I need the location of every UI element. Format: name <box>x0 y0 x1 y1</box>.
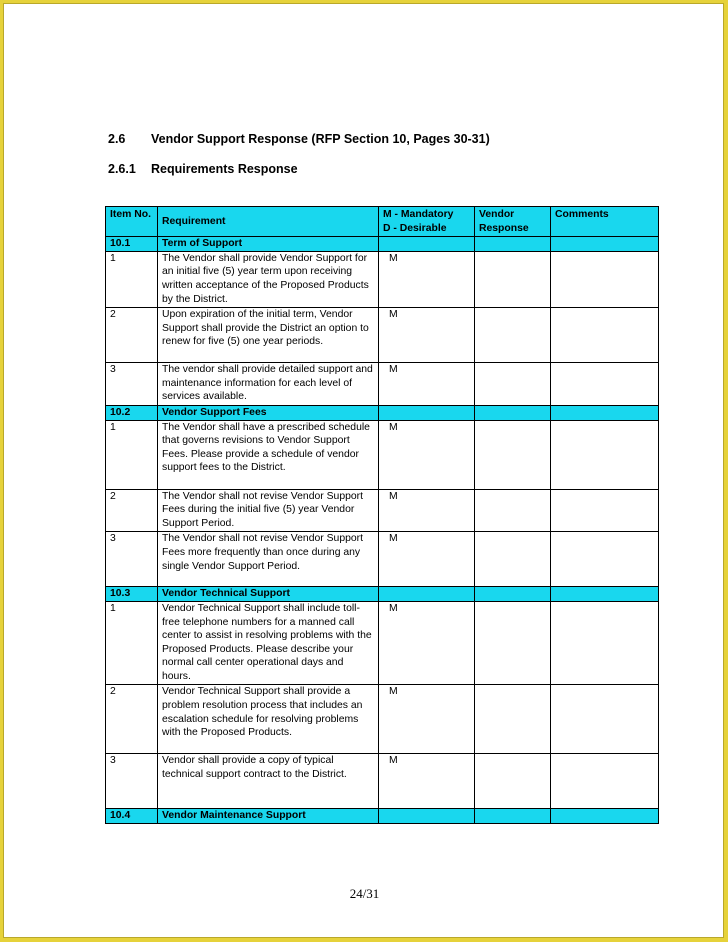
requirement-text: The Vendor shall not revise Vendor Support Fees more frequently than once during any single Vendor Support Period. <box>158 532 379 587</box>
section-empty-md <box>379 405 475 420</box>
table-row <box>106 363 659 406</box>
mandatory-desirable: M <box>379 685 475 754</box>
item-number: 3 <box>106 363 158 406</box>
comments-cell[interactable] <box>551 420 659 489</box>
item-number: 1 <box>106 601 158 685</box>
item-number: 2 <box>106 308 158 363</box>
comments-cell[interactable] <box>551 251 659 307</box>
subsection-title: Requirements Response <box>151 162 298 176</box>
mandatory-desirable: M <box>379 420 475 489</box>
comments-cell[interactable] <box>551 754 659 809</box>
table-header-row <box>106 207 659 237</box>
section-number: 10.2 <box>106 405 158 420</box>
vendor-response-cell[interactable] <box>475 308 551 363</box>
vendor-response-cell[interactable] <box>475 532 551 587</box>
table-row <box>106 685 659 754</box>
requirement-text: The vendor shall provide detailed support and maintenance information for each level of services available. <box>158 363 379 406</box>
header-item-no: Item No. <box>106 207 158 237</box>
comments-cell[interactable] <box>551 601 659 685</box>
item-number: 3 <box>106 754 158 809</box>
header-requirement: Requirement <box>158 207 379 237</box>
section-empty-comments <box>551 405 659 420</box>
table-row <box>106 754 659 809</box>
requirement-text: The Vendor shall not revise Vendor Support Fees during the initial five (5) year Vendor Support Period. <box>158 489 379 532</box>
section-empty-md <box>379 809 475 824</box>
table-row <box>106 601 659 685</box>
section-title: Vendor Support Fees <box>158 405 379 420</box>
mandatory-desirable: M <box>379 363 475 406</box>
mandatory-desirable: M <box>379 754 475 809</box>
item-number: 3 <box>106 532 158 587</box>
document-page <box>3 3 724 938</box>
item-number: 1 <box>106 420 158 489</box>
item-number: 1 <box>106 251 158 307</box>
vendor-response-cell[interactable] <box>475 363 551 406</box>
section-number: 10.3 <box>106 587 158 602</box>
mandatory-desirable: M <box>379 308 475 363</box>
section-title: Vendor Maintenance Support <box>158 809 379 824</box>
item-number: 2 <box>106 685 158 754</box>
vendor-response-cell[interactable] <box>475 754 551 809</box>
requirement-text: Vendor Technical Support shall include toll-free telephone numbers for a manned call center to assist in resolving problems with the Proposed Products. Please describe your normal call center operational days and hours. <box>158 601 379 685</box>
section-empty-response <box>475 405 551 420</box>
header-mandatory: M - Mandatory <box>383 209 454 220</box>
requirements-table <box>105 206 659 824</box>
header-vendor-response: Vendor Response <box>475 207 551 237</box>
section-empty-response <box>475 809 551 824</box>
section-title: Term of Support <box>158 237 379 252</box>
section-number: 2.6 <box>108 132 126 146</box>
vendor-response-cell[interactable] <box>475 489 551 532</box>
table-row <box>106 489 659 532</box>
comments-cell[interactable] <box>551 685 659 754</box>
comments-cell[interactable] <box>551 363 659 406</box>
section-number: 10.4 <box>106 809 158 824</box>
section-empty-comments <box>551 809 659 824</box>
mandatory-desirable: M <box>379 489 475 532</box>
header-comments: Comments <box>551 207 659 237</box>
section-empty-comments <box>551 237 659 252</box>
section-row <box>106 405 659 420</box>
comments-cell[interactable] <box>551 532 659 587</box>
section-row <box>106 237 659 252</box>
comments-cell[interactable] <box>551 308 659 363</box>
mandatory-desirable: M <box>379 601 475 685</box>
table-row <box>106 308 659 363</box>
requirement-text: The Vendor shall provide Vendor Support for an initial five (5) year term upon receiving written acceptance of the Proposed Products by the District. <box>158 251 379 307</box>
section-empty-response <box>475 237 551 252</box>
section-row <box>106 809 659 824</box>
section-empty-response <box>475 587 551 602</box>
page-number: 24/31 <box>349 886 380 901</box>
table-row <box>106 420 659 489</box>
requirement-text: Upon expiration of the initial term, Vendor Support shall provide the District an option to renew for five (5) one year periods. <box>158 308 379 363</box>
section-row <box>106 587 659 602</box>
section-title: Vendor Support Response (RFP Section 10, Pages 30-31) <box>151 132 490 146</box>
section-empty-md <box>379 587 475 602</box>
vendor-response-cell[interactable] <box>475 685 551 754</box>
vendor-response-cell[interactable] <box>475 251 551 307</box>
requirement-text: Vendor shall provide a copy of typical technical support contract to the District. <box>158 754 379 809</box>
header-mandatory-desirable <box>379 207 475 237</box>
section-title: Vendor Technical Support <box>158 587 379 602</box>
subsection-heading <box>108 162 298 176</box>
comments-cell[interactable] <box>551 489 659 532</box>
requirement-text: The Vendor shall have a prescribed schedule that governs revisions to Vendor Support Fees. Please provide a schedule of vendor support fees to the District. <box>158 420 379 489</box>
item-number: 2 <box>106 489 158 532</box>
section-empty-md <box>379 237 475 252</box>
table-row <box>106 251 659 307</box>
mandatory-desirable: M <box>379 532 475 587</box>
section-heading <box>108 132 490 146</box>
table-row <box>106 532 659 587</box>
header-desirable: D - Desirable <box>383 222 447 234</box>
vendor-response-cell[interactable] <box>475 420 551 489</box>
requirement-text: Vendor Technical Support shall provide a problem resolution process that includes an escalation schedule for resolving problems with the Proposed Products. <box>158 685 379 754</box>
subsection-number: 2.6.1 <box>108 162 136 176</box>
section-empty-comments <box>551 587 659 602</box>
section-number: 10.1 <box>106 237 158 252</box>
mandatory-desirable: M <box>379 251 475 307</box>
vendor-response-cell[interactable] <box>475 601 551 685</box>
